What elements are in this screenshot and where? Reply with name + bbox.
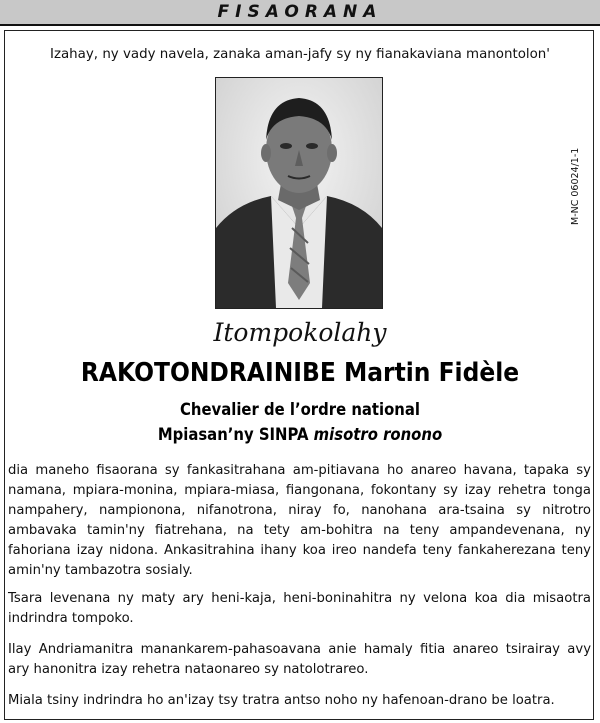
title-line-2-prefix: Mpiasan’ny SINPA — [157, 425, 314, 444]
deceased-name: RAKOTONDRAINIBE Martin Fidèle — [80, 358, 520, 388]
intro-line: Izahay, ny vady navela, zanaka aman-jafy sy ny fianakaviana manontolon' — [50, 47, 550, 62]
paragraph-thanks: dia maneho fisaorana sy fankasitrahana am-pitiavana ho anareo havana, tapaka sy namana, mpiara-monina, mpiara-miasa, fiangonana, fokontany sy izay rehetra tonga nampahery, nampionona, nifanotrona, niray fo, nanohana ara-tsaina sy nitrotro ambavaka tamin'ny fiatrehana, na tety am-bohitra na teny ampandevenana, ny fahoriana izay nidona. Ankasitrahina ihany koa ireo nandefa teny fankaherezana teny amin'ny tambazotra sosialy. — [8, 463, 591, 578]
paragraph-apology: Miala tsiny indrindra ho an'izay tsy tratra antso noho ny hafenoan-drano be loatra. — [8, 693, 555, 708]
header-bar — [0, 0, 600, 26]
title-line-2-italic: misotro ronono — [313, 425, 443, 444]
title-line-2 — [30, 425, 570, 444]
title-line-1: Chevalier de l’ordre national — [180, 400, 420, 419]
reference-code: M-NC 06024/1-1 — [570, 147, 581, 225]
portrait-illustration — [216, 78, 382, 308]
portrait-photo — [215, 77, 383, 309]
paragraph-blessing: Ilay Andriamanitra manankarem-pahasoavana anie hamaly fitia anareo tsirairay avy ary hanonitra izay rehetra nataonareo sy natolotrareo. — [8, 642, 591, 677]
paragraph-farewell: Tsara levenana ny maty ary heni-kaja, heni-boninahitra ny velona koa dia misaotra indrindra tompoko. — [8, 591, 591, 626]
honorific: Itompokolahy — [213, 318, 387, 347]
header-title: FISAORANA — [217, 2, 383, 22]
